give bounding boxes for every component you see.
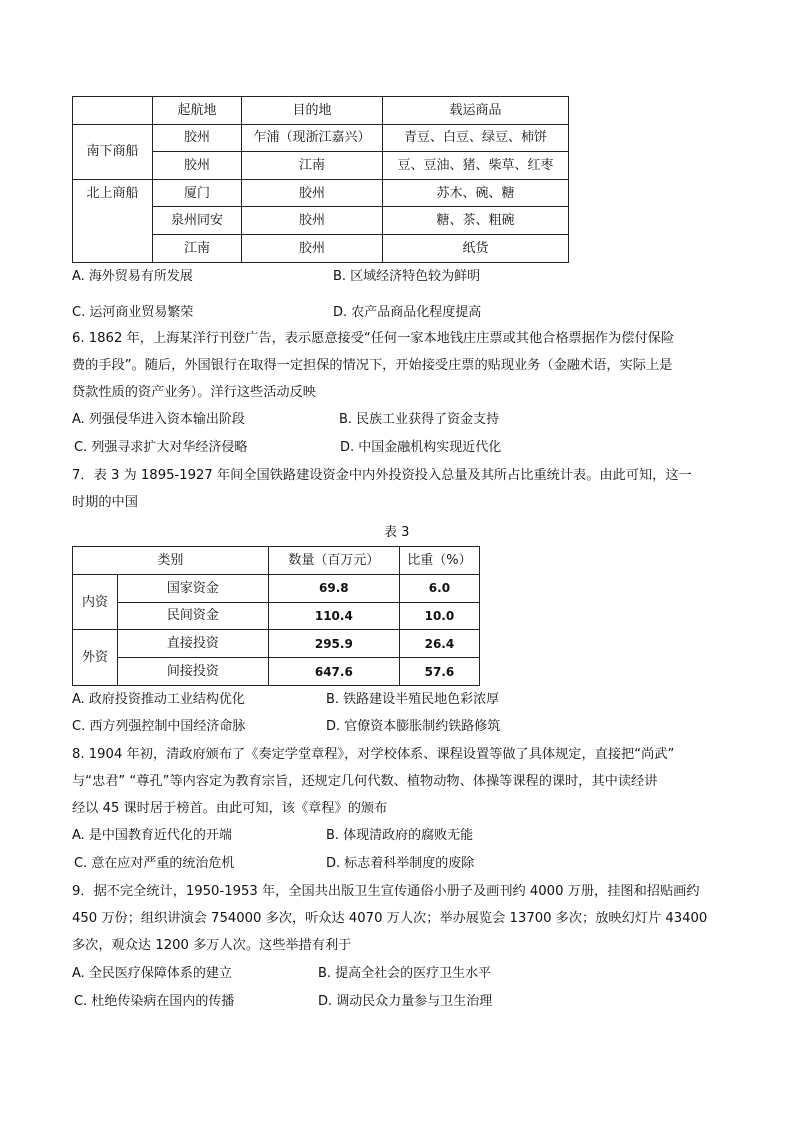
investment-table <box>72 546 480 686</box>
table-row <box>73 602 480 630</box>
table-header-cell: 目的地 <box>242 97 383 125</box>
table-cell: 胶州 <box>153 124 242 152</box>
table-header-row <box>73 97 569 125</box>
table-cell: 胶州 <box>242 179 383 207</box>
q7-text-line: 7．表 3 为 1895-1927 年间全国铁路建设资金中内外投资投入总量及其所占比重统计表。由此可知，这一 <box>72 468 692 483</box>
table-cell: 江南 <box>242 152 383 180</box>
q6-text-line: 费的手段”。随后，外国银行在取得一定担保的情况下，开始接受庄票的贴现业务（金融术语，实际上是 <box>72 358 673 373</box>
table-cell: 69.8 <box>268 574 399 602</box>
q9-option-d: D. 调动民众力量参与卫生治理 <box>318 994 493 1009</box>
q6-option-b: B. 民族工业获得了资金支持 <box>339 412 500 427</box>
q8-text-line: 经以 45 课时居于榜首。由此可知，该《章程》的颁布 <box>72 801 388 816</box>
table-cell: 26.4 <box>399 630 479 658</box>
q7-option-b: B. 铁路建设半殖民地色彩浓厚 <box>326 692 500 707</box>
q5-option-a: A. 海外贸易有所发展 <box>72 269 193 284</box>
table-header-row <box>73 547 480 575</box>
table-cell: 苏木、碗、糖 <box>383 179 569 207</box>
table-row <box>73 630 480 658</box>
q9-text-line: 多次，观众达 1200 多万人次。这些举措有利于 <box>72 938 352 953</box>
group-label: 外资 <box>73 630 118 686</box>
q6-option-d: D. 中国金融机构实现近代化 <box>340 440 502 455</box>
q7-option-a: A. 政府投资推动工业结构优化 <box>72 692 245 707</box>
table-cell: 民间资金 <box>118 602 269 630</box>
table-cell: 胶州 <box>153 152 242 180</box>
q9-text-line: 9．据不完全统计，1950-1953 年，全国共出版卫生宣传通俗小册子及画刊约 4000 万册，挂图和招贴画约 <box>72 884 700 899</box>
table-cell: 豆、豆油、猪、柴草、红枣 <box>383 152 569 180</box>
q6-text-line: 6. 1862 年，上海某洋行刊登广告，表示愿意接受“任何一家本地钱庄庄票或其他合格票据作为偿付保险 <box>72 331 675 346</box>
q9-text-line: 450 万份；组织讲演会 754000 多次，听众达 4070 万人次；举办展览会 13700 多次；放映幻灯片 43400 <box>72 911 708 926</box>
table-header-cell <box>73 97 153 125</box>
table-cell: 乍浦（现浙江嘉兴） <box>242 124 383 152</box>
q8-option-a: A. 是中国教育近代化的开端 <box>72 828 232 843</box>
q8-text-line: 8. 1904 年初，清政府颁布了《奏定学堂章程》，对学校体系、课程设置等做了具体规定，直接把“尚武” <box>72 747 675 762</box>
q5-option-c: C. 运河商业贸易繁荣 <box>72 305 194 320</box>
table-cell: 青豆、白豆、绿豆、柿饼 <box>383 124 569 152</box>
table-cell: 直接投资 <box>118 630 269 658</box>
q8-option-c: C. 意在应对严重的统治危机 <box>74 856 235 871</box>
table-header-cell: 起航地 <box>153 97 242 125</box>
q7-option-c: C. 西方列强控制中国经济命脉 <box>72 719 246 734</box>
table-cell: 糖、茶、粗碗 <box>383 207 569 235</box>
table-row <box>73 179 569 207</box>
q6-option-a: A. 列强侵华进入资本输出阶段 <box>72 412 245 427</box>
table-cell: 10.0 <box>399 602 479 630</box>
table-cell: 泉州同安 <box>153 207 242 235</box>
q5-option-d: D. 农产品商品化程度提高 <box>333 305 482 320</box>
q5-option-b: B. 区域经济特色较为鲜明 <box>333 269 481 284</box>
trade-table <box>72 96 569 263</box>
q6-text-line: 贷款性质的资产业务）。洋行这些活动反映 <box>72 385 316 400</box>
table-header-cell: 类别 <box>73 547 269 575</box>
table-caption: 表 3 <box>384 525 410 540</box>
table-cell: 110.4 <box>268 602 399 630</box>
table-cell: 江南 <box>153 234 242 262</box>
table-cell: 国家资金 <box>118 574 269 602</box>
table-cell: 647.6 <box>268 658 399 686</box>
table-cell: 间接投资 <box>118 658 269 686</box>
q9-option-c: C. 杜绝传染病在国内的传播 <box>74 994 235 1009</box>
q8-option-d: D. 标志着科举制度的废除 <box>326 856 475 871</box>
table-cell: 胶州 <box>242 207 383 235</box>
table-cell: 295.9 <box>268 630 399 658</box>
q7-text-line: 时期的中国 <box>72 495 138 510</box>
table-cell: 胶州 <box>242 234 383 262</box>
table-cell: 57.6 <box>399 658 479 686</box>
table-header-cell: 数量（百万元） <box>268 547 399 575</box>
table-row <box>73 124 569 152</box>
group-label: 北上商船 <box>73 179 153 262</box>
q9-option-a: A. 全民医疗保障体系的建立 <box>72 966 232 981</box>
q8-text-line: 与“忠君” “尊孔”等内容定为教育宗旨，还规定几何代数、植物动物、体操等课程的课时，其中读经讲 <box>72 774 658 789</box>
table-row <box>73 658 480 686</box>
table-cell: 纸货 <box>383 234 569 262</box>
q9-option-b: B. 提高全社会的医疗卫生水平 <box>318 966 492 981</box>
table-cell: 6.0 <box>399 574 479 602</box>
q7-option-d: D. 官僚资本膨胀制约铁路修筑 <box>326 719 501 734</box>
table-row <box>73 574 480 602</box>
group-label: 南下商船 <box>73 124 153 179</box>
group-label: 内资 <box>73 574 118 630</box>
table-cell: 厦门 <box>153 179 242 207</box>
q6-option-c: C. 列强寻求扩大对华经济侵略 <box>74 440 248 455</box>
table-header-cell: 比重（%） <box>399 547 479 575</box>
table-header-cell: 载运商品 <box>383 97 569 125</box>
q8-option-b: B. 体现清政府的腐败无能 <box>326 828 474 843</box>
